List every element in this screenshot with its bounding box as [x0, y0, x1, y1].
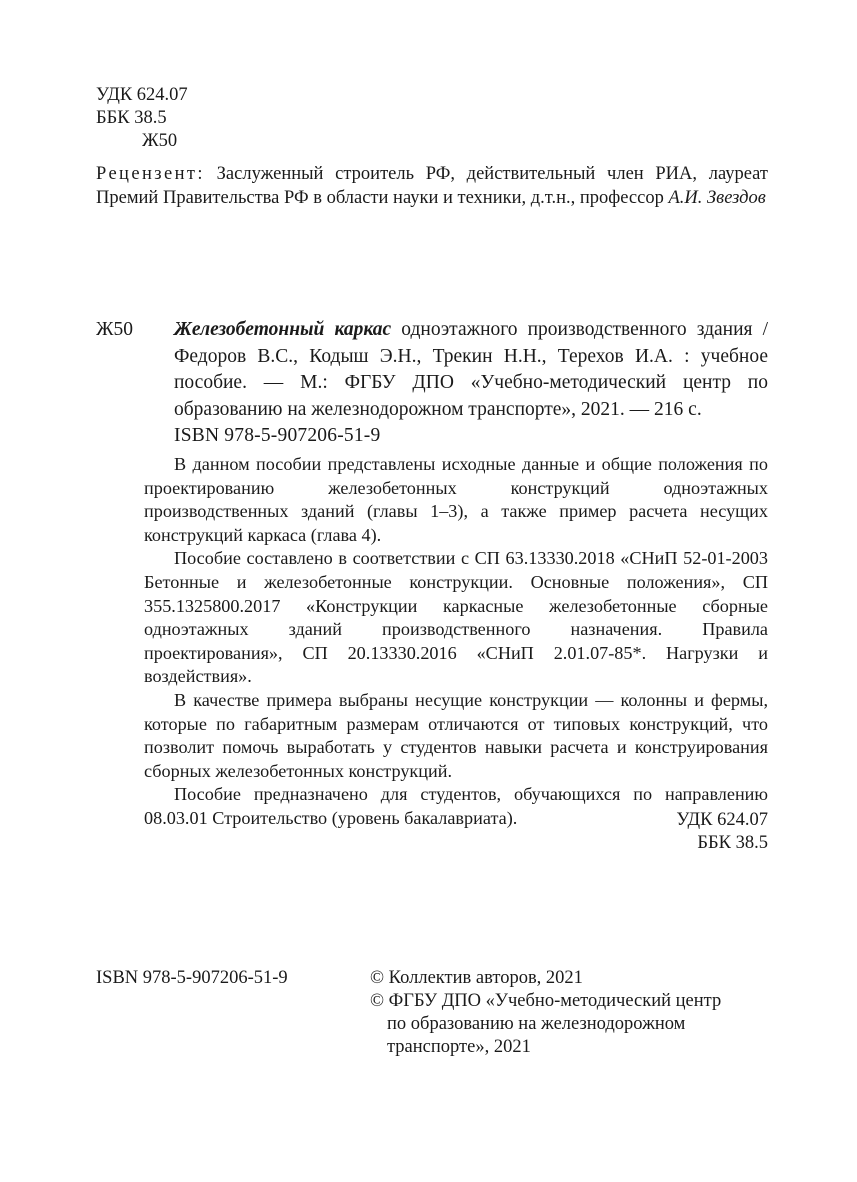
reviewer-block	[96, 163, 768, 210]
bbk-code: ББК 38.5	[96, 108, 167, 128]
annotation-paragraph: В данном пособии представлены исходные данные и общие положения по проектированию железобетонных конструкций одноэтажных производственных зданий (главы 1–3), а также пример расчета несущих конструкций каркаса (глава 4).	[144, 454, 768, 545]
udk-code: УДК 624.07	[676, 810, 768, 830]
copyright-authors: © Коллектив авторов, 2021	[370, 968, 583, 988]
reviewer-label: Рецензент:	[96, 164, 205, 184]
annotation	[144, 453, 768, 831]
isbn-record: ISBN 978-5-907206-51-9	[174, 425, 381, 446]
classification-codes-right	[676, 809, 768, 855]
isbn-footer: ISBN 978-5-907206-51-9	[96, 968, 288, 988]
bbk-code: ББК 38.5	[697, 833, 768, 853]
bibliographic-record	[174, 317, 768, 423]
author-mark: Ж50	[142, 131, 178, 151]
reviewer-name: А.И. Звездов	[668, 187, 766, 208]
classification-codes-top	[96, 84, 188, 153]
book-title: Железобетонный каркас	[174, 319, 392, 340]
udk-code: УДК 624.07	[96, 85, 188, 105]
copyright-publisher-line1: © ФГБУ ДПО «Учебно-методический центр	[370, 991, 722, 1011]
copyright-block	[370, 967, 770, 1059]
annotation-paragraph: В качестве примера выбраны несущие конструкции — колонны и фермы, которые по габаритным размерам отличаются от типовых конструкций, что позволит помочь выработать у студентов навыки расчета и конструирования сборных железобетонных конструкций.	[144, 689, 768, 781]
reviewer-text: Заслуженный строитель РФ, действительный член РИА, лауреат Премий Правительства РФ в области науки и техники, д.т.н., профессор	[96, 164, 768, 208]
copyright-publisher-line2: по образованию на железнодорожном	[387, 1014, 686, 1034]
annotation-paragraph: Пособие составлено в соответствии с СП 63.13330.2018 «СНиП 52-01-2003 Бетонные и железобетонные конструкции. Основные положения», СП 355.1325800.2017 «Конструкции каркасные железобетонные сборные одноэтажных зданий производственного назначения. Правила проектирования», СП 20.13330.2016 «СНиП 2.01.07-85*. Нагрузки и воздействия».	[144, 548, 768, 687]
bibliographic-details: одноэтажного производственного здания / Федоров В.С., Кодыш Э.Н., Трекин Н.Н., Терехов И.А. : учебное пособие. — М.: ФГБУ ДПО «Учебно-методический центр по образованию на железнодорожном транспорте», 2021. — 216 с.	[174, 319, 769, 420]
annotation-paragraph: Пособие предназначено для студентов, обучающихся по направлению 08.03.01 Строительство (уровень бакалавриата).	[144, 784, 768, 828]
copyright-publisher-line3: транспорте», 2021	[387, 1037, 531, 1057]
catalog-author-mark: Ж50	[96, 319, 133, 340]
